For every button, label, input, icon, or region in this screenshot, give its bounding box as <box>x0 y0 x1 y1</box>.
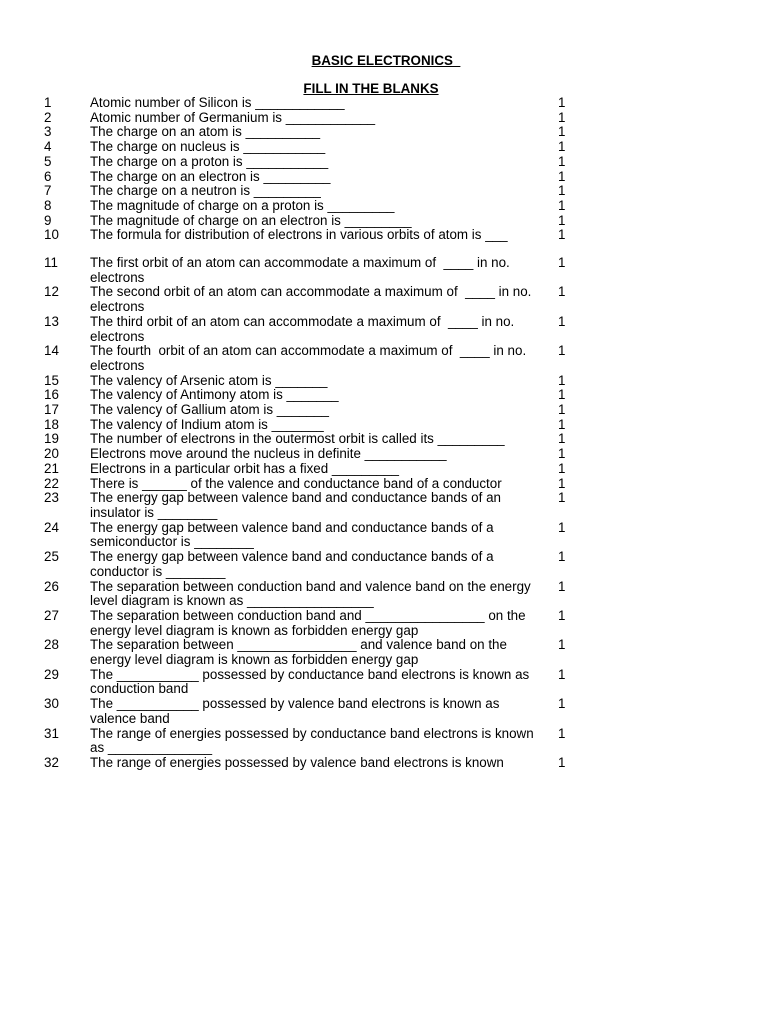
question-row <box>0 388 768 403</box>
question-marks: 1 <box>558 549 566 565</box>
question-text: The valency of Antimony atom is _______ <box>90 387 339 403</box>
question-number: 6 <box>44 168 52 184</box>
document-title: BASIC ELECTRONICS <box>311 53 461 68</box>
question-row <box>0 228 768 256</box>
question-row <box>0 447 768 462</box>
question-row <box>0 418 768 433</box>
question-marks: 1 <box>558 696 566 712</box>
question-number: 12 <box>44 284 59 300</box>
question-list <box>0 96 768 771</box>
question-row <box>0 256 768 285</box>
question-marks: 1 <box>558 637 566 653</box>
question-marks: 1 <box>558 725 566 741</box>
question-row <box>0 491 768 520</box>
question-text: The ___________ possessed by conductance band electrons is known as conduction band <box>90 666 533 697</box>
question-number: 5 <box>44 153 52 169</box>
question-marks: 1 <box>558 402 566 418</box>
question-row <box>0 756 768 771</box>
question-text: The separation between ________________ and valence band on the energy level diagram is known as forbidden energy gap <box>90 637 511 668</box>
question-marks: 1 <box>558 490 566 506</box>
question-marks: 1 <box>558 139 566 155</box>
question-number: 15 <box>44 372 59 388</box>
question-text: The magnitude of charge on a proton is _________ <box>90 197 395 213</box>
question-marks: 1 <box>558 387 566 403</box>
question-row <box>0 111 768 126</box>
question-number: 25 <box>44 549 59 565</box>
question-text: The charge on an electron is _________ <box>90 168 331 184</box>
question-row <box>0 125 768 140</box>
question-text: The range of energies possessed by valence band electrons is known <box>90 754 504 770</box>
question-marks: 1 <box>558 431 566 447</box>
question-marks: 1 <box>558 183 566 199</box>
question-row <box>0 315 768 344</box>
question-marks: 1 <box>558 519 566 535</box>
question-row <box>0 668 768 697</box>
question-text: The valency of Arsenic atom is _______ <box>90 372 328 388</box>
question-marks: 1 <box>558 343 566 359</box>
question-text: The third orbit of an atom can accommodate a maximum of ____ in no. electrons <box>90 313 518 344</box>
question-row <box>0 214 768 229</box>
question-number: 19 <box>44 431 59 447</box>
question-marks: 1 <box>558 313 566 329</box>
question-number: 24 <box>44 519 59 535</box>
question-row <box>0 609 768 638</box>
question-row <box>0 727 768 756</box>
question-text: The valency of Indium atom is _______ <box>90 416 324 432</box>
question-row <box>0 374 768 389</box>
question-marks: 1 <box>558 168 566 184</box>
question-marks: 1 <box>558 578 566 594</box>
question-number: 26 <box>44 578 59 594</box>
question-number: 10 <box>44 227 59 243</box>
question-marks: 1 <box>558 109 566 125</box>
question-text: The ___________ possessed by valence band electrons is known as valence band <box>90 696 504 726</box>
question-row <box>0 184 768 199</box>
question-number: 14 <box>44 343 59 359</box>
question-text: The separation between conduction band and valence band on the energy level diagram is known as _________________ <box>90 578 535 609</box>
question-marks: 1 <box>558 446 566 462</box>
question-row <box>0 638 768 667</box>
question-marks: 1 <box>558 460 566 476</box>
question-number: 18 <box>44 416 59 432</box>
question-number: 16 <box>44 387 59 403</box>
question-marks: 1 <box>558 754 566 770</box>
question-text: The charge on an atom is __________ <box>90 124 321 140</box>
question-text: The fourth orbit of an atom can accommodate a maximum of ____ in no. electrons <box>90 343 530 373</box>
question-text: The charge on a proton is ___________ <box>90 153 329 169</box>
question-marks: 1 <box>558 153 566 169</box>
section-heading: FILL IN THE BLANKS <box>303 81 439 96</box>
question-text: The energy gap between valence band and conductance bands of a conductor is ________ <box>90 549 498 579</box>
question-row <box>0 170 768 185</box>
question-number: 32 <box>44 754 59 770</box>
question-number: 11 <box>44 255 58 271</box>
question-text: The magnitude of charge on an electron is _________ <box>90 212 412 228</box>
question-number: 8 <box>44 197 52 213</box>
question-marks: 1 <box>558 666 566 682</box>
question-number: 28 <box>44 637 59 653</box>
question-text: There is ______ of the valence and conductance band of a conductor <box>90 475 502 491</box>
question-text: The first orbit of an atom can accommodate a maximum of ____ in no. electrons <box>90 255 514 285</box>
question-number: 30 <box>44 696 59 712</box>
question-text: Atomic number of Silicon is ____________ <box>90 95 345 110</box>
question-text: The second orbit of an atom can accommodate a maximum of ____ in no. electrons <box>90 284 536 315</box>
question-text: The range of energies possessed by conductance band electrons is known as ______________ <box>90 725 538 756</box>
question-row <box>0 140 768 155</box>
question-text: The charge on nucleus is ___________ <box>90 139 326 155</box>
question-text: Electrons move around the nucleus in definite ___________ <box>90 446 447 462</box>
question-text: The separation between conduction band and ________________ on the energy level diagram is known as forbidden energy gap <box>90 607 530 638</box>
question-marks: 1 <box>558 284 566 300</box>
question-marks: 1 <box>558 212 566 228</box>
question-row <box>0 550 768 579</box>
question-marks: 1 <box>558 124 566 140</box>
question-marks: 1 <box>558 372 566 388</box>
question-number: 31 <box>44 725 59 741</box>
question-marks: 1 <box>558 255 566 271</box>
question-number: 22 <box>44 475 59 491</box>
question-row <box>0 344 768 373</box>
question-row <box>0 521 768 550</box>
question-row <box>0 697 768 726</box>
question-marks: 1 <box>558 416 566 432</box>
question-number: 27 <box>44 607 59 623</box>
question-row <box>0 403 768 418</box>
question-number: 29 <box>44 666 59 682</box>
question-marks: 1 <box>558 227 566 243</box>
question-row <box>0 199 768 214</box>
question-number: 17 <box>44 402 59 418</box>
question-row <box>0 285 768 314</box>
question-text: The energy gap between valence band and conductance bands of an insulator is ________ <box>90 490 505 520</box>
question-number: 1 <box>44 95 52 110</box>
question-row <box>0 155 768 170</box>
question-text: The charge on a neutron is _________ <box>90 183 321 199</box>
question-number: 21 <box>44 460 59 476</box>
question-row <box>0 432 768 447</box>
question-text: The formula for distribution of electrons in various orbits of atom is ___ <box>90 227 508 243</box>
question-text: Electrons in a particular orbit has a fixed _________ <box>90 460 399 476</box>
question-row <box>0 96 768 111</box>
question-number: 4 <box>44 139 52 155</box>
question-marks: 1 <box>558 95 566 110</box>
question-marks: 1 <box>558 607 566 623</box>
question-text: Atomic number of Germanium is ____________ <box>90 109 376 125</box>
question-marks: 1 <box>558 475 566 491</box>
question-number: 23 <box>44 490 59 506</box>
question-text: The number of electrons in the outermost orbit is called its _________ <box>90 431 505 447</box>
question-row <box>0 462 768 477</box>
question-text: The energy gap between valence band and conductance bands of a semiconductor is ________ <box>90 519 498 550</box>
question-marks: 1 <box>558 197 566 213</box>
question-number: 13 <box>44 313 59 329</box>
question-number: 7 <box>44 183 52 199</box>
question-number: 20 <box>44 446 59 462</box>
question-number: 2 <box>44 109 52 125</box>
question-text: The valency of Gallium atom is _______ <box>90 402 329 418</box>
question-number: 9 <box>44 212 52 228</box>
question-row <box>0 580 768 609</box>
question-row <box>0 477 768 492</box>
question-number: 3 <box>44 124 52 140</box>
